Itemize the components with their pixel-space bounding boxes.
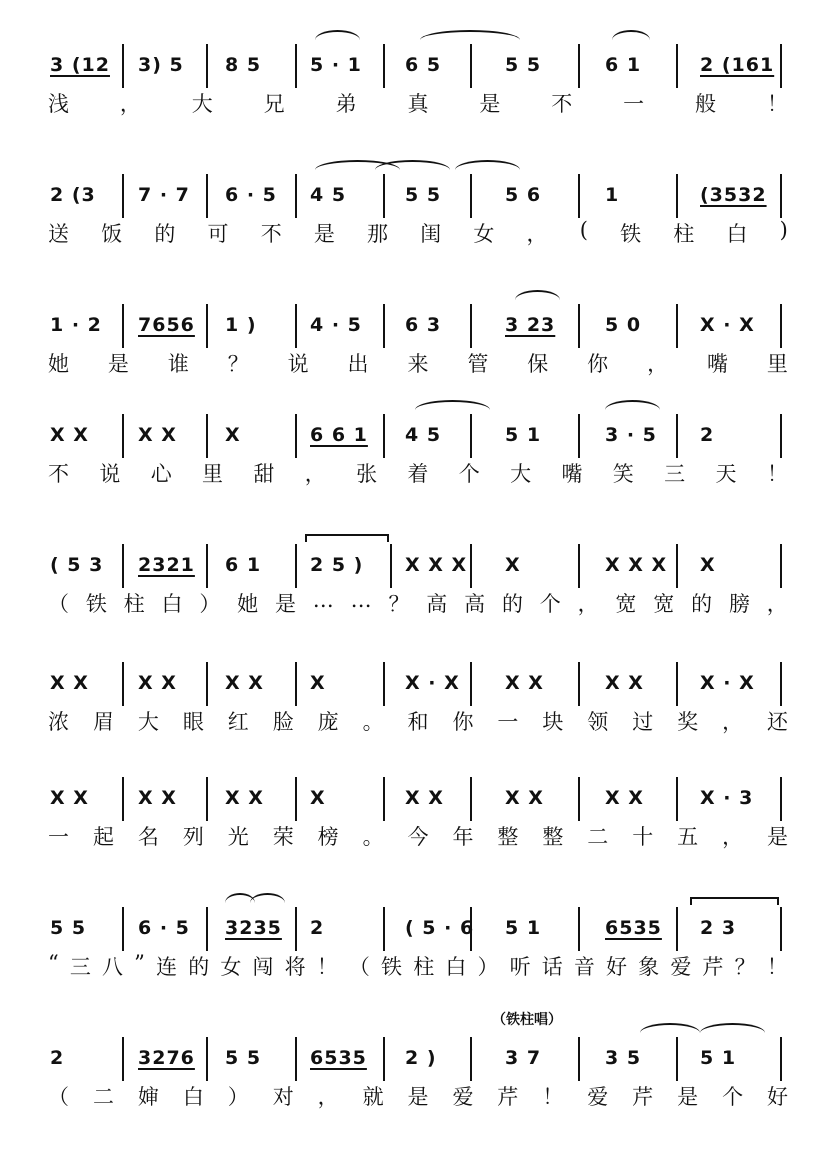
bar-line [470,174,472,218]
bar-line [578,907,580,951]
note-group: 3235 [225,917,282,939]
bar-line [676,777,678,821]
note-group: 6 3 [405,314,442,336]
bar-line [383,1037,385,1081]
note-group: X X X [405,554,468,576]
note-group: 7 · 7 [138,184,190,206]
bar-line [206,1037,208,1081]
note-group: ( 5 · 6 [405,917,475,939]
note-group: X X [138,787,177,809]
bar-line [295,777,297,821]
bar-line [780,662,782,706]
score-system [0,172,822,292]
bar-line [780,304,782,348]
bar-line [206,44,208,88]
note-group: 3 23 [505,314,556,336]
bar-line [206,907,208,951]
note-group: 2 (3 [50,184,96,206]
note-group: 5 · 1 [310,54,362,76]
bar-line [295,174,297,218]
note-group: X [700,554,716,576]
bar-line [390,544,392,588]
note-group: X [310,672,326,694]
note-group: X X [505,787,544,809]
note-group: 3 · 5 [605,424,657,446]
note-group: 2 ) [405,1047,437,1069]
note-group: 5 1 [505,424,542,446]
note-group: X [505,554,521,576]
score-system [0,905,822,1025]
note-group: 3 5 [605,1047,642,1069]
singer-annotation: （铁柱唱） [492,1012,562,1028]
note-group: 5 6 [505,184,542,206]
note-group: 5 0 [605,314,642,336]
note-group: X X [605,672,644,694]
slur-mark [420,30,520,40]
lyric-line: 她 是 谁 ？ 说 出 来 管 保 你 ， 嘴 里 [48,352,788,376]
bar-line [780,174,782,218]
bar-line [470,304,472,348]
note-group: 5 1 [505,917,542,939]
bar-line [295,304,297,348]
note-group: X · X [700,672,755,694]
bar-line [206,174,208,218]
note-group: X X [50,424,89,446]
score-system [0,660,822,780]
note-group: 4 5 [310,184,347,206]
bar-line [676,662,678,706]
note-group: 4 5 [405,424,442,446]
note-group: 5 5 [50,917,87,939]
note-group: 1 · 2 [50,314,102,336]
bar-line [383,304,385,348]
note-group: 6 1 [605,54,642,76]
score-system [0,542,822,662]
note-group: 2 (161 [700,54,775,76]
note-group: 5 5 [405,184,442,206]
note-group: X · 3 [700,787,754,809]
lyric-line: 一 起 名 列 光 荣 榜 。 今 年 整 整 二 十 五 ， 是 [48,825,788,849]
bar-line [676,544,678,588]
bar-line [578,777,580,821]
note-group: (3532 [700,184,767,206]
bar-line [676,1037,678,1081]
bar-line [676,304,678,348]
note-group: 5 5 [225,1047,262,1069]
note-group: 8 5 [225,54,262,76]
bar-line [206,777,208,821]
bar-line [578,414,580,458]
bar-line [470,44,472,88]
bar-line [206,304,208,348]
bar-line [578,44,580,88]
bar-line [676,44,678,88]
bar-line [295,414,297,458]
bar-line [470,662,472,706]
bar-line [206,544,208,588]
note-group: X X [505,672,544,694]
score-system [0,302,822,422]
bar-line [295,44,297,88]
note-group: 5 1 [700,1047,737,1069]
note-group: X [310,787,326,809]
bar-line [206,414,208,458]
note-group: 3 7 [505,1047,542,1069]
bar-line [383,907,385,951]
note-group: X X [225,672,264,694]
lyric-line: 浅 ， 大 兄 弟 真 是 不 一 般 ！ [48,92,788,116]
lyric-line: （ 二 婶 白 ） 对 ， 就 是 爱 芹 ！ 爱 芹 是 个 好 [48,1085,788,1109]
bar-line [470,777,472,821]
bar-line [578,174,580,218]
note-group: X X [138,672,177,694]
bar-line [676,174,678,218]
lyric-line: 送 饭 的 可 不 是 那 闺 女 ， ( 铁 柱 白 ) [48,218,788,246]
note-group: 2321 [138,554,195,576]
score-system [0,42,822,162]
bar-line [295,544,297,588]
bar-line [122,907,124,951]
note-group: X X X [605,554,668,576]
bar-line [676,414,678,458]
slur-mark [315,30,360,40]
note-group: 6 · 5 [225,184,277,206]
bar-line [383,44,385,88]
bar-line [470,1037,472,1081]
ending-bracket [690,897,779,905]
note-group: 6 6 1 [310,424,368,446]
bar-line [122,1037,124,1081]
note-group: 2 [700,424,715,446]
note-group: 2 [310,917,325,939]
note-group: X X [50,672,89,694]
note-group: 6535 [310,1047,367,1069]
bar-line [780,907,782,951]
note-group: ( 5 3 [50,554,104,576]
note-group: X [225,424,241,446]
slur-mark [612,30,650,40]
bar-line [122,662,124,706]
note-group: X · X [700,314,755,336]
bar-line [780,544,782,588]
bar-line [295,907,297,951]
score-system [0,1012,822,1155]
note-group: 2 [50,1047,65,1069]
note-group: 1 ) [225,314,257,336]
note-group: X X [138,424,177,446]
note-group: 6 1 [225,554,262,576]
bar-line [780,414,782,458]
note-group: 6 · 5 [138,917,190,939]
bar-line [383,662,385,706]
note-group: X · X [405,672,460,694]
note-group: 6 5 [405,54,442,76]
bar-line [122,304,124,348]
note-group: 4 · 5 [310,314,362,336]
bar-line [470,414,472,458]
note-group: X X [225,787,264,809]
bar-line [470,544,472,588]
bar-line [383,174,385,218]
note-group: 2 3 [700,917,737,939]
lyric-line: “ 三 八 ” 连 的 女 闯 将 ！ （ 铁 柱 白 ） 听 话 音 好 象 爱 芹 ？ ！ [48,951,788,979]
note-group: 3276 [138,1047,195,1069]
lyric-line: 不 说 心 里 甜 ， 张 着 个 大 嘴 笑 三 天 ！ [48,462,788,486]
score-system [0,775,822,895]
bar-line [780,1037,782,1081]
note-group: X X [405,787,444,809]
bar-line [122,544,124,588]
bar-line [383,777,385,821]
note-group: 5 5 [505,54,542,76]
note-group: 6535 [605,917,662,939]
note-group: 3) 5 [138,54,184,76]
score-system [0,412,822,532]
bar-line [383,414,385,458]
bar-line [780,44,782,88]
note-group: 3 (12 [50,54,110,76]
note-group: 1 [605,184,620,206]
bar-line [122,414,124,458]
bar-line [578,544,580,588]
bar-line [676,907,678,951]
bar-line [578,662,580,706]
bar-line [578,1037,580,1081]
bar-line [295,1037,297,1081]
note-group: X X [605,787,644,809]
bar-line [578,304,580,348]
bar-line [122,777,124,821]
bar-line [780,777,782,821]
lyric-line: （ 铁 柱 白 ） 她 是 … … ？ 高 高 的 个 ， 宽 宽 的 膀 ， [48,588,788,616]
bar-line [295,662,297,706]
bar-line [122,44,124,88]
note-group: 7656 [138,314,195,336]
note-group: X X [50,787,89,809]
lyric-line: 浓 眉 大 眼 红 脸 庞 。 和 你 一 块 领 过 奖 ， 还 [48,710,788,734]
note-group: 2 5 ) [310,554,364,576]
bar-line [206,662,208,706]
bar-line [122,174,124,218]
ending-bracket [305,534,389,542]
